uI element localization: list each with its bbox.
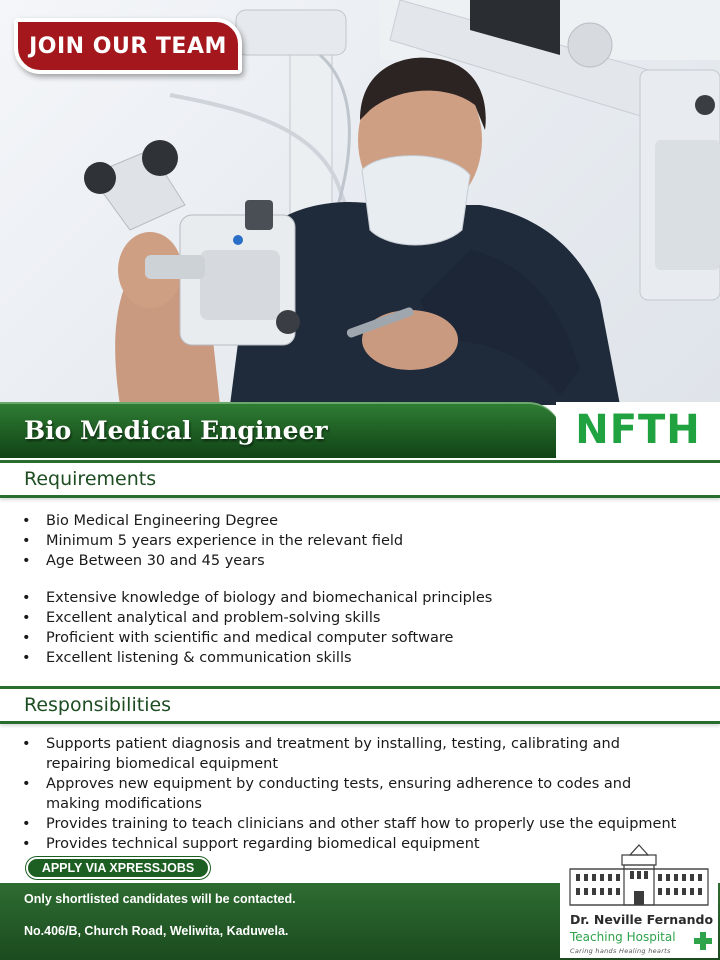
hospital-subtitle: Teaching Hospital	[570, 930, 676, 944]
list-item: • Approves new equipment by conducting tests, ensuring adherence to codes and making modifications	[22, 774, 682, 814]
list-item: • Bio Medical Engineering Degree	[22, 511, 692, 531]
job-title-band	[0, 402, 562, 458]
list-item: • Supports patient diagnosis and treatment by installing, testing, calibrating and repairing biomedical equipment	[22, 734, 682, 774]
job-title: Bio Medical Engineer	[24, 416, 328, 445]
join-our-team-label: JOIN OUR TEAM	[29, 33, 227, 59]
hospital-name: Dr. Neville Fernando	[570, 912, 714, 927]
responsibilities-list	[22, 734, 682, 854]
brand-short-box	[556, 402, 720, 458]
list-item: • Extensive knowledge of biology and biomechanical principles	[22, 588, 692, 608]
requirements-list-secondary	[22, 588, 692, 668]
apply-via-xpressjobs-button[interactable]	[26, 857, 210, 879]
apply-label: APPLY VIA XPRESSJOBS	[41, 861, 195, 875]
requirements-list-primary	[22, 511, 692, 571]
list-item: • Provides technical support regarding biomedical equipment	[22, 834, 682, 854]
hospital-building-icon	[560, 843, 718, 911]
hospital-tagline: Caring hands Healing hearts	[570, 947, 671, 955]
brand-short-logo: NFTH	[575, 407, 701, 453]
list-item: • Age Between 30 and 45 years	[22, 551, 692, 571]
list-item: • Proficient with scientific and medical computer software	[22, 628, 692, 648]
responsibilities-header	[0, 686, 720, 724]
list-item: • Excellent listening & communication skills	[22, 648, 692, 668]
list-item: • Minimum 5 years experience in the relevant field	[22, 531, 692, 551]
hero-photo	[0, 0, 720, 405]
responsibilities-heading: Responsibilities	[24, 694, 172, 716]
requirements-heading: Requirements	[24, 468, 157, 490]
shortlist-note: Only shortlisted candidates will be contacted.	[24, 892, 296, 906]
join-our-team-badge	[14, 18, 242, 74]
list-item: • Provides training to teach clinicians and other staff how to properly use the equipment	[22, 814, 682, 834]
requirements-header	[0, 460, 720, 498]
hospital-logo	[560, 843, 718, 958]
green-cross-icon	[693, 931, 713, 951]
list-item: • Excellent analytical and problem-solving skills	[22, 608, 692, 628]
address: No.406/B, Church Road, Weliwita, Kaduwela.	[24, 924, 289, 938]
